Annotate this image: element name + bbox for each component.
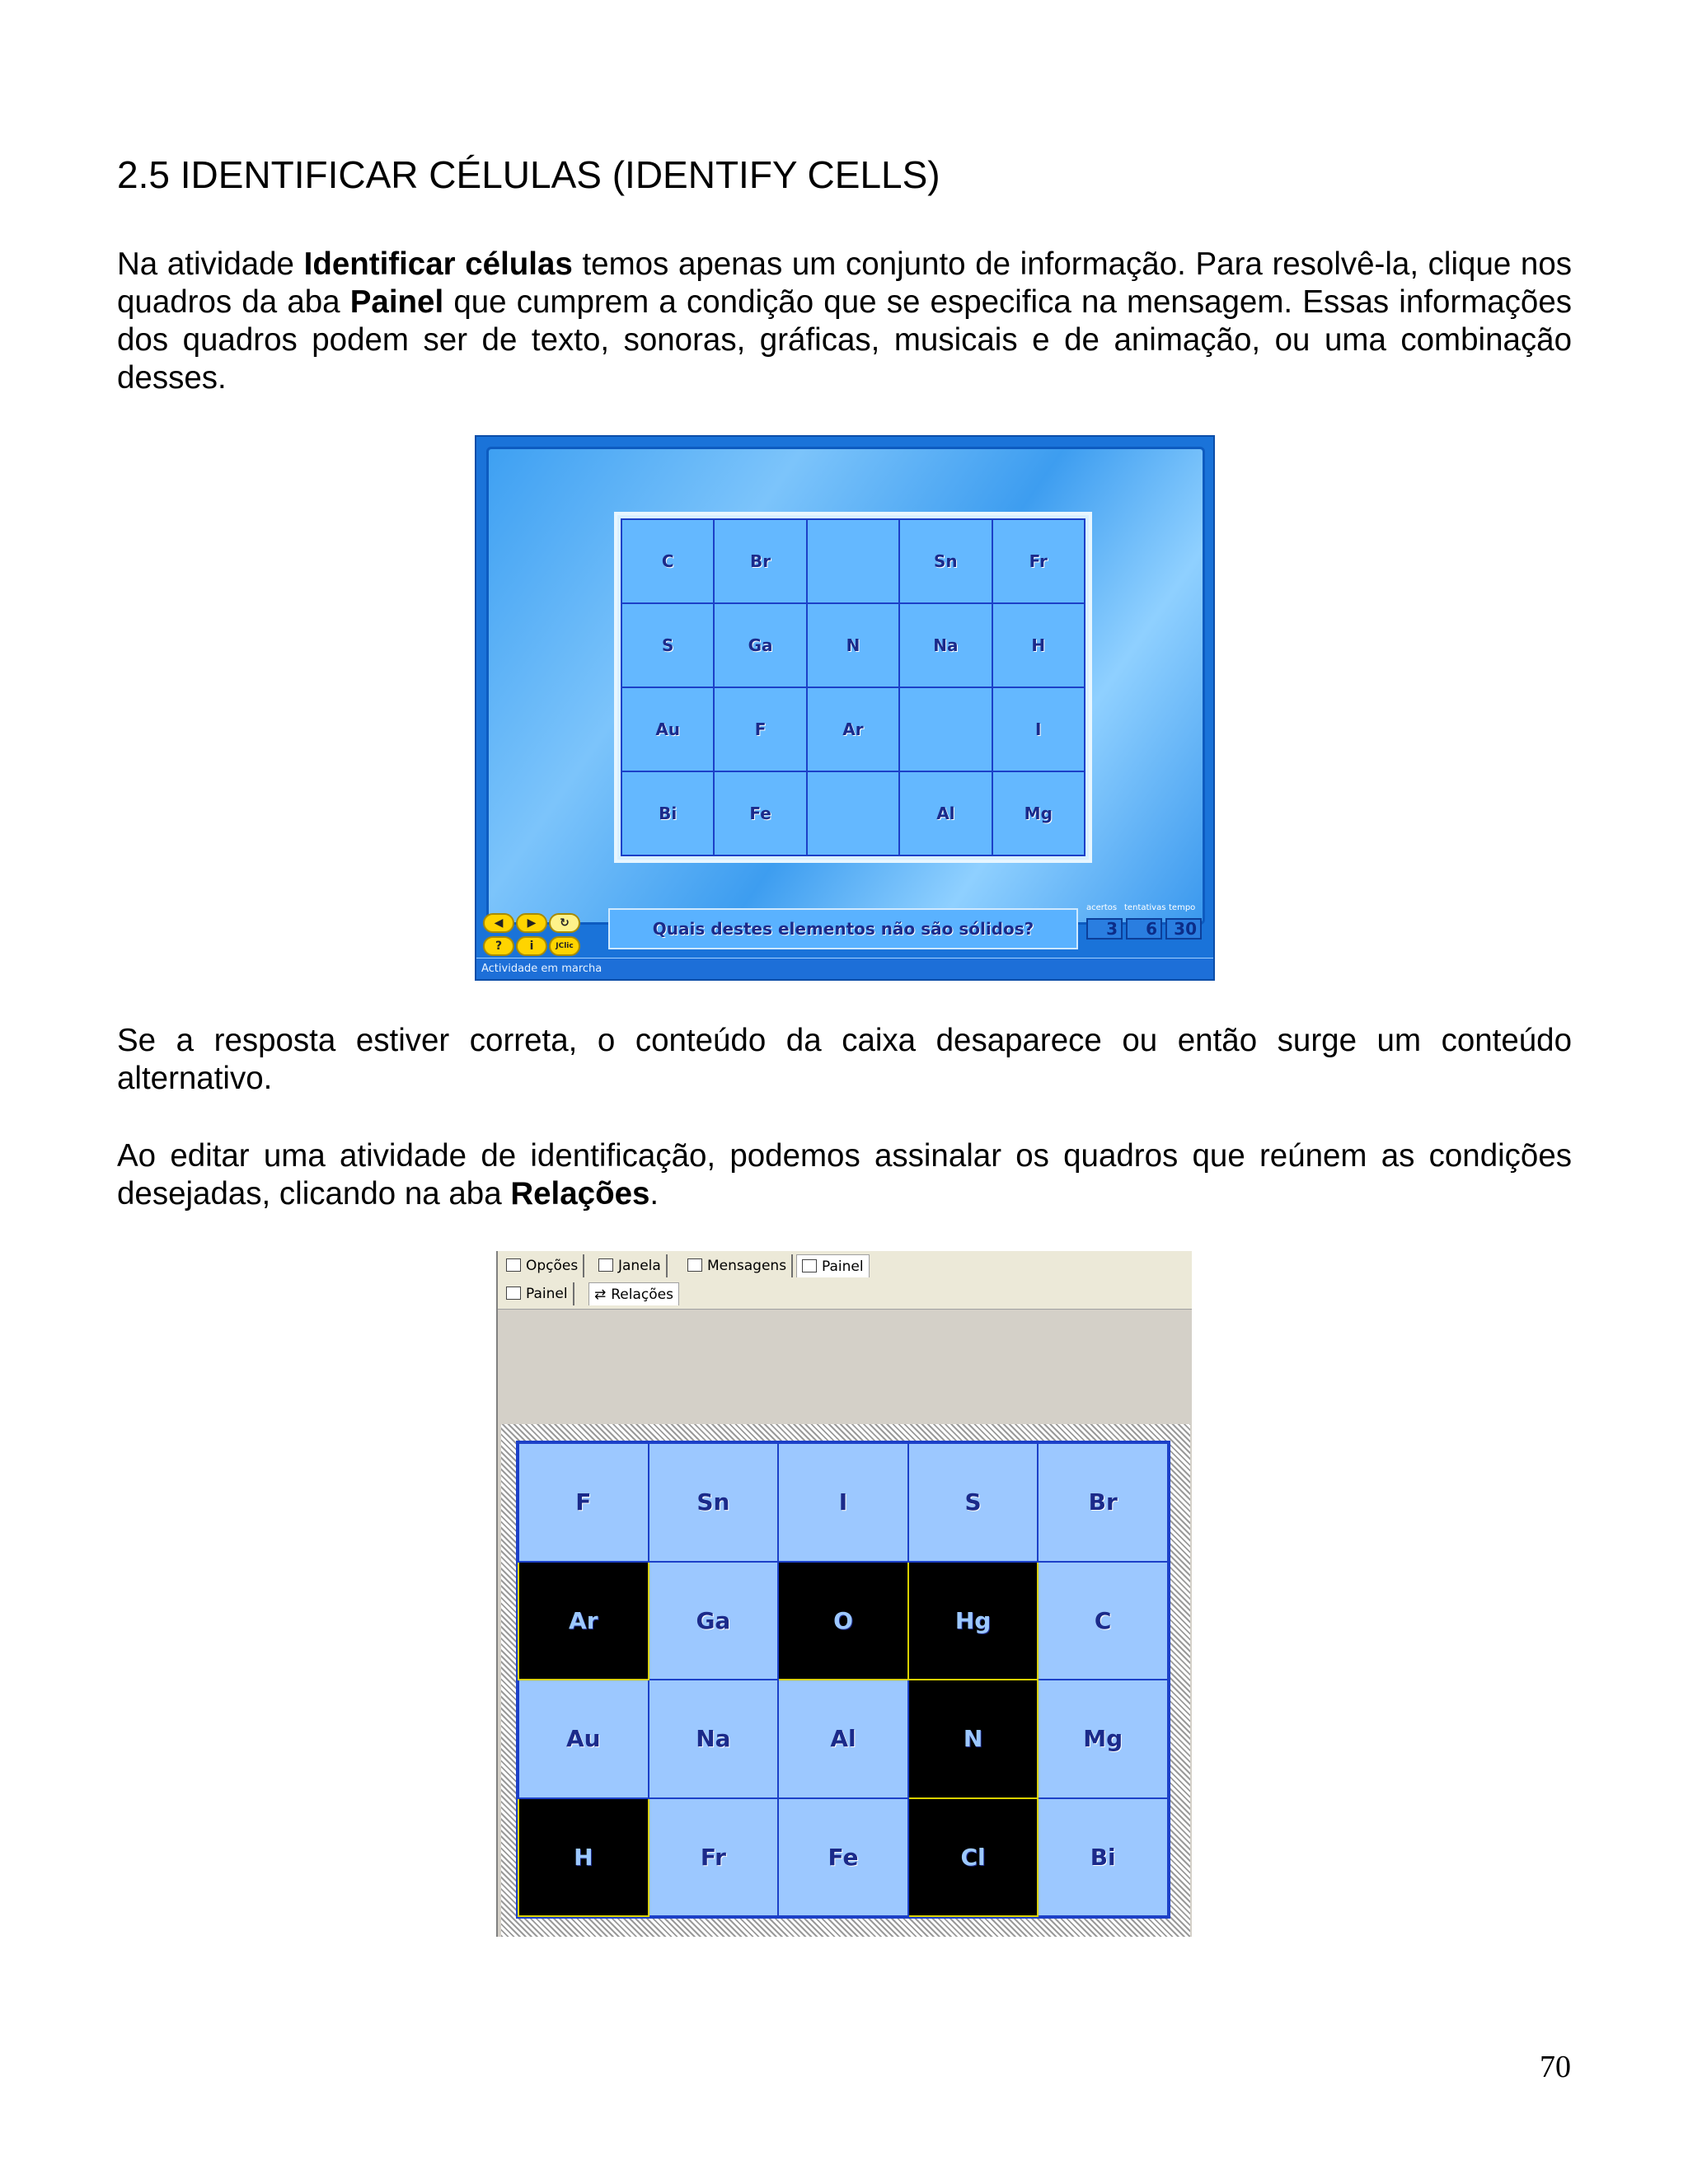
grid-row [621, 603, 1085, 687]
grid-cell[interactable]: Ga [649, 1562, 779, 1680]
text-run: . [649, 1176, 659, 1212]
grid-cell[interactable]: Br [714, 519, 806, 603]
tab-label: Mensagens [707, 1258, 787, 1274]
message-box: Quais destes elementos não são sólidos? [608, 908, 1078, 949]
grid-cell[interactable]: F [518, 1443, 649, 1562]
grid-cell-selected[interactable]: Hg [908, 1562, 1039, 1680]
subtab-panel[interactable] [501, 1282, 574, 1305]
grid-cell[interactable]: Ar [807, 687, 899, 771]
grid-cell[interactable]: S [621, 603, 714, 687]
grid-cell[interactable]: Bi [1038, 1798, 1168, 1917]
cell-board [614, 512, 1092, 863]
activity-stage [486, 447, 1205, 925]
player-screenshot [475, 435, 1215, 981]
counter-value: 3 [1086, 918, 1123, 940]
edit-paragraph [117, 1137, 1572, 1213]
grid-row [621, 771, 1085, 855]
previous-button[interactable]: ◀ [483, 913, 514, 933]
counter-value: 6 [1126, 918, 1162, 940]
info-button[interactable]: i [516, 936, 547, 956]
grid-cell[interactable]: Al [899, 771, 992, 855]
subtab-relations[interactable] [588, 1282, 679, 1305]
grid-cell[interactable]: Ga [714, 603, 806, 687]
grid-cell-selected[interactable]: H [518, 1798, 649, 1917]
tab-label: Painel [822, 1258, 864, 1275]
player-controls [483, 905, 607, 954]
grid-cell[interactable]: F [714, 687, 806, 771]
grid-cell[interactable]: Au [518, 1680, 649, 1798]
tab-label: Relações [611, 1286, 673, 1303]
grid-cell[interactable]: Fr [992, 519, 1085, 603]
grid-cell[interactable] [807, 519, 899, 603]
reset-button[interactable]: ↻ [549, 913, 580, 933]
tab-label: Opções [526, 1258, 579, 1274]
grid-cell[interactable]: Sn [899, 519, 992, 603]
messages-icon [687, 1258, 702, 1272]
grid-row [621, 687, 1085, 771]
text-run: que cumprem a condição que se especifica na mensagem. Essas informações dos quadros podem ser de texto, sonoras, gráficas, musicais e de animação, ou uma combinação desses. [117, 284, 1573, 396]
grid-row [518, 1443, 1168, 1562]
grid-cell[interactable]: Mg [992, 771, 1085, 855]
editor-grid [518, 1442, 1169, 1917]
player-grid [621, 518, 1085, 856]
help-button[interactable]: ? [483, 936, 514, 956]
grid-cell-selected[interactable]: O [778, 1562, 908, 1680]
swap-arrows-icon: ⇄ [594, 1286, 607, 1303]
editor-screenshot [496, 1251, 1192, 1937]
grid-cell[interactable]: Fr [649, 1798, 779, 1917]
text-run: Na atividade [117, 246, 304, 282]
editor-sub-tabs [498, 1279, 1192, 1310]
counter-label: acertos [1086, 903, 1118, 912]
bold-term: Relações [510, 1176, 650, 1212]
grid-cell[interactable]: S [908, 1443, 1039, 1562]
text-run: Ao editar uma atividade de identificação, podemos assinalar os quadros que reúnem as condições desejadas, clicando na aba [117, 1138, 1572, 1212]
grid-cell-selected[interactable]: N [908, 1680, 1039, 1798]
grid-cell[interactable]: N [807, 603, 899, 687]
grid-cell[interactable]: Au [621, 687, 714, 771]
section-heading: 2.5 IDENTIFICAR CÉLULAS (IDENTIFY CELLS) [117, 153, 940, 196]
grid-cell[interactable]: I [992, 687, 1085, 771]
bold-term: Painel [349, 284, 444, 320]
grid-cell-selected[interactable]: Ar [518, 1562, 649, 1680]
tab-label: Painel [526, 1286, 568, 1302]
grid-cell[interactable]: Al [778, 1680, 908, 1798]
grid-icon [506, 1286, 521, 1300]
panel-icon [802, 1259, 817, 1272]
grid-cell[interactable]: C [621, 519, 714, 603]
counter-label: tempo [1169, 903, 1196, 912]
counter-value: 30 [1165, 918, 1202, 940]
grid-cell[interactable] [899, 687, 992, 771]
counters [1086, 903, 1210, 953]
grid-cell[interactable]: I [778, 1443, 908, 1562]
result-paragraph: Se a resposta estiver correta, o conteúdo da caixa desaparece ou então surge um conteúdo alternativo. [117, 1023, 1572, 1096]
bold-term: Identificar células [303, 246, 573, 282]
tab-panel[interactable] [796, 1254, 870, 1277]
editor-main-tabs [498, 1251, 1192, 1280]
editor-grid-frame [516, 1441, 1170, 1919]
grid-row [518, 1562, 1168, 1680]
grid-row [518, 1680, 1168, 1798]
tab-window[interactable] [593, 1254, 668, 1277]
grid-cell[interactable]: Mg [1038, 1680, 1168, 1798]
text-run: temos apenas um conjunto de informação. Para resolvê-la, clique nos quadros da aba [117, 246, 1572, 320]
grid-cell[interactable] [807, 771, 899, 855]
grid-cell[interactable]: H [992, 603, 1085, 687]
counter-label: tentativas [1124, 903, 1166, 912]
grid-cell-selected[interactable]: Cl [908, 1798, 1039, 1917]
grid-cell[interactable]: Fe [778, 1798, 908, 1917]
grid-cell[interactable]: Sn [649, 1443, 779, 1562]
next-button[interactable]: ▶ [516, 913, 547, 933]
grid-cell[interactable]: Na [899, 603, 992, 687]
tab-options[interactable] [501, 1254, 584, 1277]
tab-label: Janela [618, 1258, 661, 1274]
grid-cell[interactable]: Br [1038, 1443, 1168, 1562]
grid-row [621, 519, 1085, 603]
options-icon [506, 1258, 521, 1272]
status-bar: Actividade em marcha [476, 958, 1213, 979]
window-icon [598, 1258, 613, 1272]
grid-row [518, 1798, 1168, 1917]
tab-messages[interactable] [682, 1254, 793, 1277]
grid-cell[interactable]: Bi [621, 771, 714, 855]
grid-cell[interactable]: C [1038, 1562, 1168, 1680]
page-number: 70 [1540, 2050, 1571, 2084]
grid-cell[interactable]: Na [649, 1680, 779, 1798]
jclic-logo-button[interactable]: JClic [549, 936, 580, 956]
intro-paragraph [117, 246, 1572, 397]
grid-cell[interactable]: Fe [714, 771, 806, 855]
